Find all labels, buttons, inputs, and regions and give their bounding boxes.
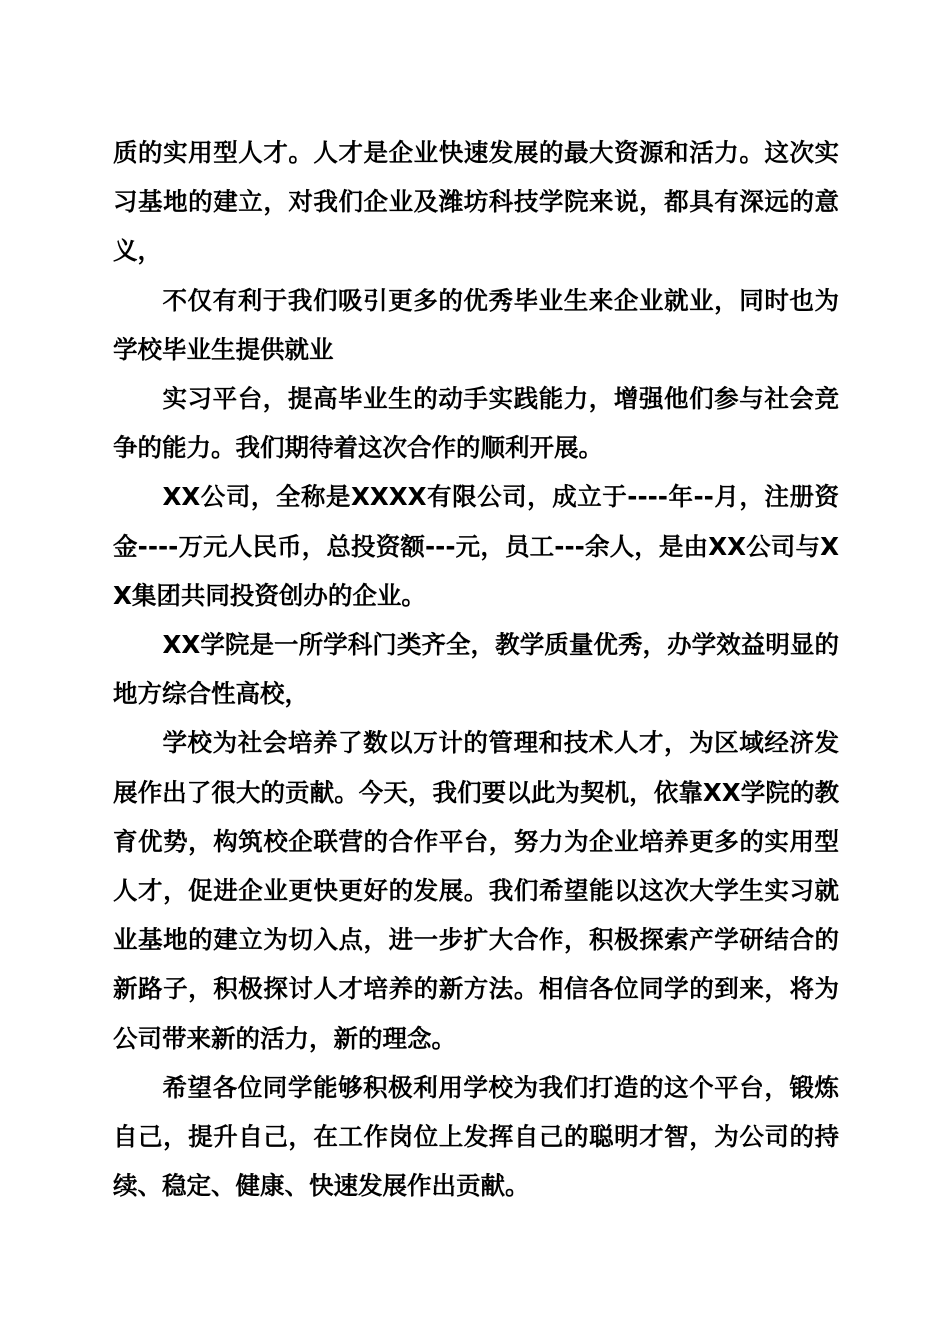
paragraph-7: 希望各位同学能够积极利用学校为我们打造的这个平台，锻炼自己，提升自己，在工作岗位上发挥自己的聪明才智，为公司的持续、稳定、健康、快速发展作出贡献。 <box>113 1072 839 1201</box>
paragraph-1: 质的实用型人才。人才是企业快速发展的最大资源和活力。这次实习基地的建立，对我们企业及潍坊科技学院来说，都具有深远的意义， <box>113 138 839 266</box>
paragraph-6: 学校为社会培养了数以万计的管理和技术人才，为区域经济发展作出了很大的贡献。今天，我们要以此为契机，依靠XX学院的教育优势，构筑校企联营的合作平台，努力为企业培养更多的实用型人才，促进企业更快更好的发展。我们希望能以这次大学生实习就业基地的建立为切入点，进一步扩大合作，积极探索产学研结合的新路子，积极探讨人才培养的新方法。相信各位同学的到来，将为公司带来新的活力，新的理念。 <box>113 728 839 1053</box>
document-body <box>113 128 839 1210</box>
paragraph-3: 实习平台，提高毕业生的动手实践能力，增强他们参与社会竞争的能力。我们期待着这次合作的顺利开展。 <box>113 384 839 463</box>
paragraph-4: XX公司，全称是XXXX有限公司，成立于----年--月，注册资金----万元人民币，总投资额---元，员工---余人，是由XX公司与XX集团共同投资创办的企业。 <box>113 482 839 610</box>
paragraph-5: XX学院是一所学科门类齐全，教学质量优秀，办学效益明显的地方综合性高校， <box>113 630 839 709</box>
paragraph-2: 不仅有利于我们吸引更多的优秀毕业生来企业就业，同时也为学校毕业生提供就业 <box>113 285 839 364</box>
